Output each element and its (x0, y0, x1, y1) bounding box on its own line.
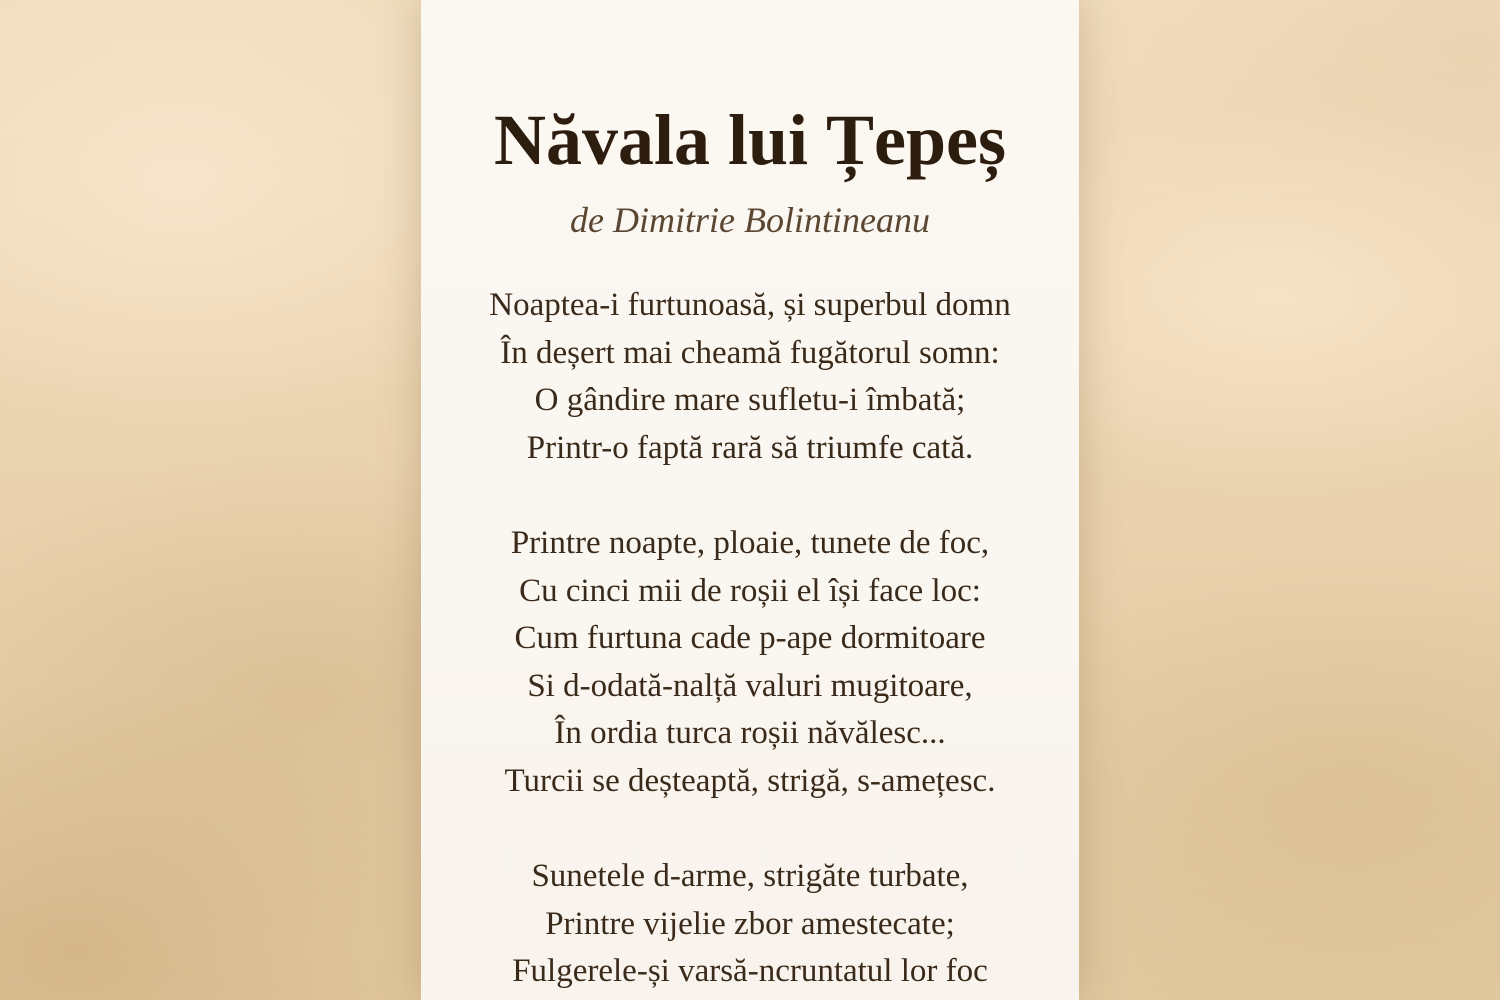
poem-line: Printre noapte, ploaie, tunete de foc, (510, 524, 990, 561)
poem-line: Turcii se deșteaptă, strigă, s-amețesc. (504, 762, 996, 799)
poem-line: O gândire mare sufletu-i îmbată; (534, 382, 966, 419)
poem-line: În deșert mai cheamă fugătorul somn: (500, 334, 1000, 371)
poem-page (421, 0, 1079, 1000)
poem-line: Printr-o faptă rară să triumfe cată. (526, 429, 974, 466)
stanza-1 (421, 282, 1079, 472)
poem-line: Cu cinci mii de roșii el își face loc: (519, 572, 981, 609)
poem-title: Năvala lui Țepeș (493, 100, 1007, 180)
stanza-2 (421, 520, 1079, 806)
poem-line: Noaptea-i furtunoasă, și superbul domn (489, 287, 1011, 323)
poem-body (421, 282, 1079, 996)
poem-author: de Dimitrie Bolintineanu (570, 200, 930, 240)
poem-line: În ordia turca roșii năvălesc... (554, 715, 946, 752)
poem-line: Fulgerele-și varsă-ncruntatul lor foc (512, 953, 988, 990)
stanza-3 (421, 853, 1079, 996)
poem-line: Sunetele d-arme, strigăte turbate, (531, 858, 969, 895)
poem-line: Printre vijelie zbor amestecate; (545, 905, 955, 942)
poem-line: Cum furtuna cade p-ape dormitoare (514, 620, 986, 657)
poem-line: Si d-odată-nalță valuri mugitoare, (527, 667, 973, 704)
